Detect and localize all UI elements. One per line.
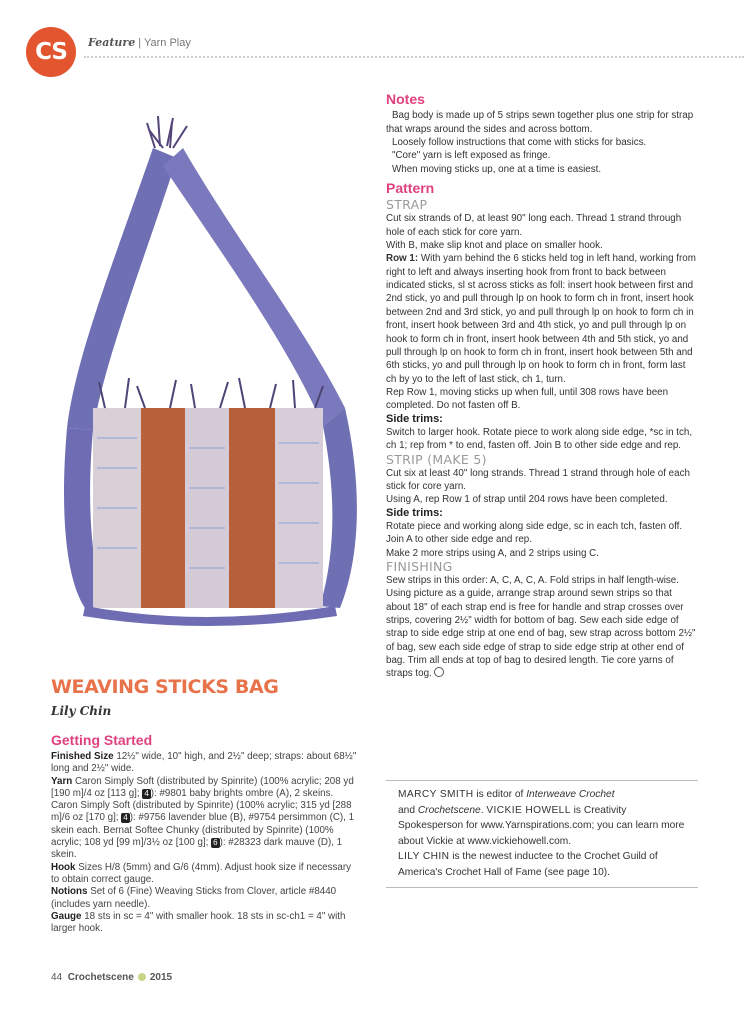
yarn-weight-badge: 4 (144, 788, 149, 798)
pattern-text: Cut six strands of D, at least 90" long each. Thread 1 strand through hole of each stick for core yarn. (386, 213, 682, 238)
side-trims-heading: Side trims: (386, 506, 443, 519)
pattern-text: Using A, rep Row 1 of strap until 204 rows have been completed. (386, 494, 668, 506)
crochetscene-logo: CS (26, 27, 76, 77)
pattern-heading: Pattern (386, 180, 435, 197)
pattern-column (386, 93, 698, 681)
footer-dot-icon (138, 973, 146, 981)
getting-started-column (51, 676, 361, 935)
section-header (88, 36, 191, 49)
subsection-label: | Yarn Play (138, 37, 191, 49)
article-author: Lily Chin (51, 704, 112, 718)
notes-text: Loosely follow instructions that come with sticks for basics. (392, 137, 647, 149)
spec-gauge: Gauge 18 sts in sc = 4" with smaller hook. 18 sts in sc-ch1 = 4" with larger hook. (51, 910, 346, 935)
bag-photo (45, 108, 370, 628)
pattern-text: Switch to larger hook. Rotate piece to work along side edge, *sc in tch, ch 1; rep from * to end, fasten off. Join B to other side edge and rep. (386, 426, 693, 452)
end-mark-icon (434, 667, 444, 677)
yarn-weight-badge: 6 (213, 838, 218, 848)
spec-notions: Notions Set of 6 (Fine) Weaving Sticks from Clover, article #8440 (includes yarn needle). (51, 886, 337, 910)
section-label: Feature (88, 36, 136, 49)
issue-year: 2015 (149, 972, 173, 983)
spec-finished-size: Finished Size 12½" wide, 10" high, and 2½" deep; straps: about 68½" long and 2½" wide. (51, 751, 357, 775)
magazine-name: Crochetscene (67, 972, 134, 983)
finishing-subheading: FINISHING (386, 559, 453, 574)
yarn-weight-badge: 4 (123, 813, 128, 823)
notes-text: When moving sticks up, one at a time is easiest. (392, 163, 602, 175)
contributor-bio: MARCY SMITH is editor of Interweave Crochet and Crochetscene. VICKIE HOWELL is Creativity Spokesperson for www.Yarnspirations.com; you can learn more about Vickie at www.vickiehowell.com. LILY CHIN is the newest inductee to the Crochet Guild of America's Crochet Hall of Fame (see page 10). (386, 780, 698, 888)
getting-started-heading: Getting Started (51, 732, 153, 748)
side-trims-heading: Side trims: (386, 412, 443, 425)
page-footer (51, 972, 172, 983)
strap-subheading: STRAP (386, 197, 428, 213)
notes-heading: Notes (386, 91, 425, 107)
header-divider (84, 56, 744, 58)
spec-hook: Hook Sizes H/8 (5mm) and G/6 (4mm). Adjust hook size if necessary to obtain correct gauge. (51, 861, 352, 885)
finishing-text: Sew strips in this order: A, C, A, C, A. Fold strips in half length-wise. Using picture as a guide, arrange strap around sewn strips so that about 18" of each strap end is free for handle and strap crosses over strips, covering 2½" width for bottom of bag. Sew each side edge of strap to side edge strip at one end of bag, sew strap across bottom 2½" of bag, sew each side edge of strap to side edge strip at other end of bag. Trim all ends at top of bag to desired length. Tie core yarns of straps tog. (386, 575, 696, 680)
row1-text: Row 1: With yarn behind the 6 sticks held tog in left hand, working from right to left and always inserting hook from front to back between indicated sticks, sl st across sticks as foll: insert hook between first and 2nd stick, yo and pull through lp on hook to form ch in front, insert hook between 2nd and 3rd stick, yo and pull through lp on hook to form ch in front, insert hook between 3rd and 4th stick, yo and pull through lp on hook to form ch in front, insert hook between 4th and 5th stick, yo and pull through lp on hook to form ch in front, insert hook between 5th and 6th sticks, yo and pull through lp on hook to form ch in front, form last ch by yo to the left of last stick, ch 1, turn. (386, 253, 696, 385)
notes-text: "Core" yarn is left exposed as fringe. (392, 150, 551, 162)
notes-text: Bag body is made up of 5 strips sewn together plus one strip for strap that wraps around the sides and across bottom. (386, 110, 694, 135)
article-title: WEAVING STICKS BAG (51, 676, 279, 698)
strip-subheading: STRIP (MAKE 5) (386, 451, 487, 467)
pattern-text: With B, make slip knot and place on smaller hook. (386, 240, 603, 252)
pattern-text: Rep Row 1, moving sticks up when full, until 308 rows have been completed. Do not fasten off B. (386, 386, 669, 412)
page-number: 44 (51, 972, 63, 983)
pattern-text: Cut six at least 40" long strands. Thread 1 strand through hole of each stick for core yarn. (386, 467, 690, 492)
spec-yarn: Yarn Caron Simply Soft (distributed by Spinrite) (100% acrylic; 208 yd [190 m]/4 oz [113 g]; 4 ): #9801 baby brights ombre (A), 2 skeins. Caron Simply Soft (distributed by Spinrite) (100% acrylic; 315 yd [288 m]/6 oz [170 g]; 4 ): #9756 lavender blue (B), #9754 persimmon (C), 1 skein each. Bernat Softee Chunky (distributed by Spinrite) (100% acrylic; 108 yd [99 m]/3½ oz [100 g]; 6 ): #28323 dark mauve (D), 1 skein. (51, 775, 355, 861)
pattern-text: Make 2 more strips using A, and 2 strips using C. (386, 547, 599, 559)
pattern-text: Rotate piece and working along side edge, sc in each tch, fasten off. Join A to other side edge and rep. (386, 520, 683, 546)
